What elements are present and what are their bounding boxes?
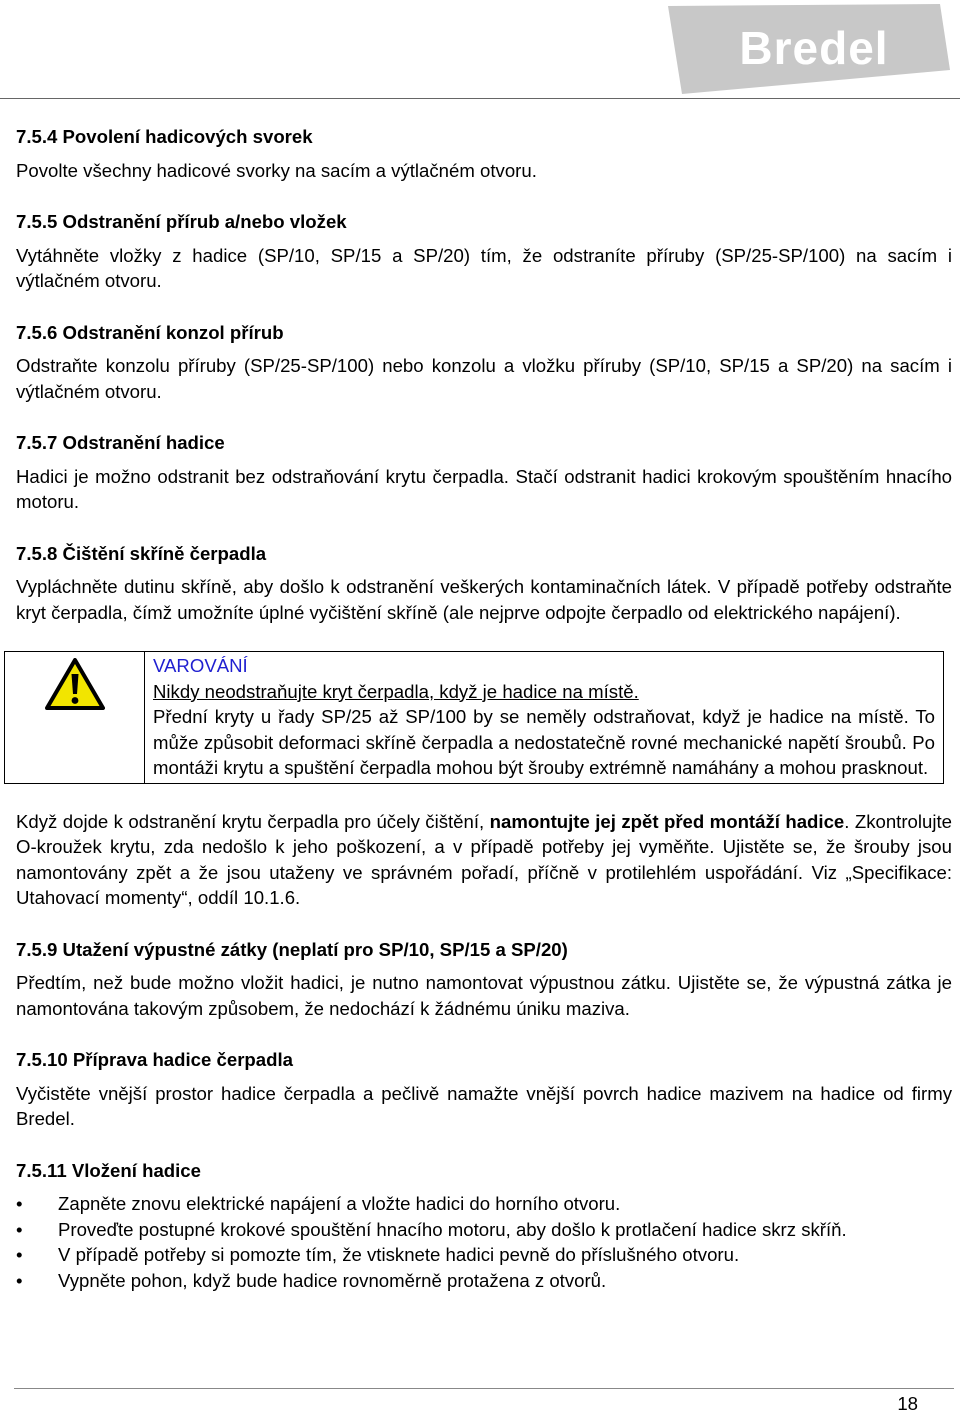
section-text: Odstraňte konzolu příruby (SP/25-SP/100) nebo konzolu a vložku příruby (SP/10, SP/15 a SP/20) na sacím i výtlačném otvoru. [16, 355, 952, 402]
warning-line: Nikdy neodstraňujte kryt čerpadla, když je hadice na místě. [153, 680, 639, 702]
reassembly-text-part1: Když dojde k odstranění krytu čerpadla pro účely čištění, [16, 810, 490, 832]
warning-body: Přední kryty u řady SP/25 až SP/100 by se neměly odstraňovat, když je hadice na místě. To může způsobit deformaci skříně čerpadla a nedostatečně rovné mechanické napětí šroubů. Po montáži krytu a spuštění čerpadla mohou být šrouby extrémně namáhány a mohou prasknout. [153, 706, 935, 778]
section-text: Vyčistěte vnější prostor hadice čerpadla a pečlivě namažte vnější povrch hadice mazivem na hadice od firmy Bredel. [16, 1082, 952, 1129]
section-7-5-4 [16, 124, 952, 183]
bullet-list [16, 1191, 952, 1293]
section-text: Povolte všechny hadicové svorky na sacím a výtlačném otvoru. [16, 159, 537, 181]
logo-text: Bredel [739, 22, 889, 75]
warning-box [4, 651, 944, 784]
section-title: 7.5.7 Odstranění hadice [16, 432, 225, 453]
reassembly-text-bold: namontujte jej zpět před montáží hadice [489, 810, 845, 832]
section-title: 7.5.4 Povolení hadicových svorek [16, 126, 313, 147]
section-7-5-11 [16, 1158, 952, 1294]
list-item: • Vypněte pohon, když bude hadice rovnoměrně protažena z otvorů. [16, 1268, 952, 1294]
reassembly-paragraph [16, 809, 952, 911]
warning-text [145, 652, 943, 783]
section-text: Vytáhněte vložky z hadice (SP/10, SP/15 a SP/20) tím, že odstraníte příruby (SP/25-SP/100) na sacím i výtlačném otvoru. [16, 244, 952, 291]
section-7-5-6 [16, 320, 952, 405]
document-body [16, 124, 952, 1319]
header-divider [0, 98, 960, 99]
section-7-5-7 [16, 430, 952, 515]
section-text: Vypláchněte dutinu skříně, aby došlo k odstranění veškerých kontaminačních látek. V případě potřeby odstraňte kryt čerpadla, čímž umožníte úplné vyčištění skříně (ale nejprve odpojte čerpadlo od elektrického napájení). [16, 576, 952, 623]
section-7-5-5 [16, 209, 952, 294]
section-title: 7.5.10 Příprava hadice čerpadla [16, 1049, 293, 1070]
section-title: 7.5.5 Odstranění přírub a/nebo vložek [16, 211, 347, 232]
reassembly-text [16, 809, 952, 911]
list-item: • Zapněte znovu elektrické napájení a vložte hadici do horního otvoru. [16, 1191, 952, 1217]
section-title: 7.5.11 Vložení hadice [16, 1159, 201, 1181]
section-7-5-9 [16, 937, 952, 1022]
section-title: 7.5.9 Utažení výpustné zátky (neplatí pro SP/10, SP/15 a SP/20) [16, 938, 568, 960]
page-number: 18 [897, 1393, 918, 1414]
list-item: • Proveďte postupné krokové spouštění hnacího motoru, aby došlo k protlačení hadice skrz skříň. [16, 1217, 952, 1243]
section-title: 7.5.6 Odstranění konzol přírub [16, 321, 284, 343]
footer-divider [14, 1388, 954, 1389]
section-7-5-8 [16, 541, 952, 626]
warning-triangle-icon [45, 658, 105, 710]
bredel-logo [668, 4, 950, 94]
warning-title: VAROVÁNÍ [153, 655, 248, 676]
reassembly-text-part2: . Zkontrolujte O-kroužek krytu, zda nedošlo k jeho poškození, a v případě potřeby jej vyměňte. Ujistěte se, že šrouby jsou namontovány zpět a že jsou utaženy ve správném pořadí, příčně v protilehlém uspořádání. Viz „Specifikace: Utahovací momenty“, oddíl 10.1.6. [16, 810, 952, 908]
warning-icon-cell [5, 652, 145, 783]
section-title: 7.5.8 Čištění skříně čerpadla [16, 542, 267, 564]
section-text: Předtím, než bude možno vložit hadici, je nutno namontovat výpustnou zátku. Ujistěte se, že výpustná zátka je namontována takovým způsobem, že nedochází k žádnému úniku maziva. [16, 972, 952, 1019]
section-text: Hadici je možno odstranit bez odstraňování krytu čerpadla. Stačí odstranit hadici krokovým spouštěním hnacího motoru. [16, 465, 952, 512]
list-item: • V případě potřeby si pomozte tím, že vtisknete hadici pevně do příslušného otvoru. [16, 1242, 952, 1268]
section-7-5-10 [16, 1047, 952, 1132]
